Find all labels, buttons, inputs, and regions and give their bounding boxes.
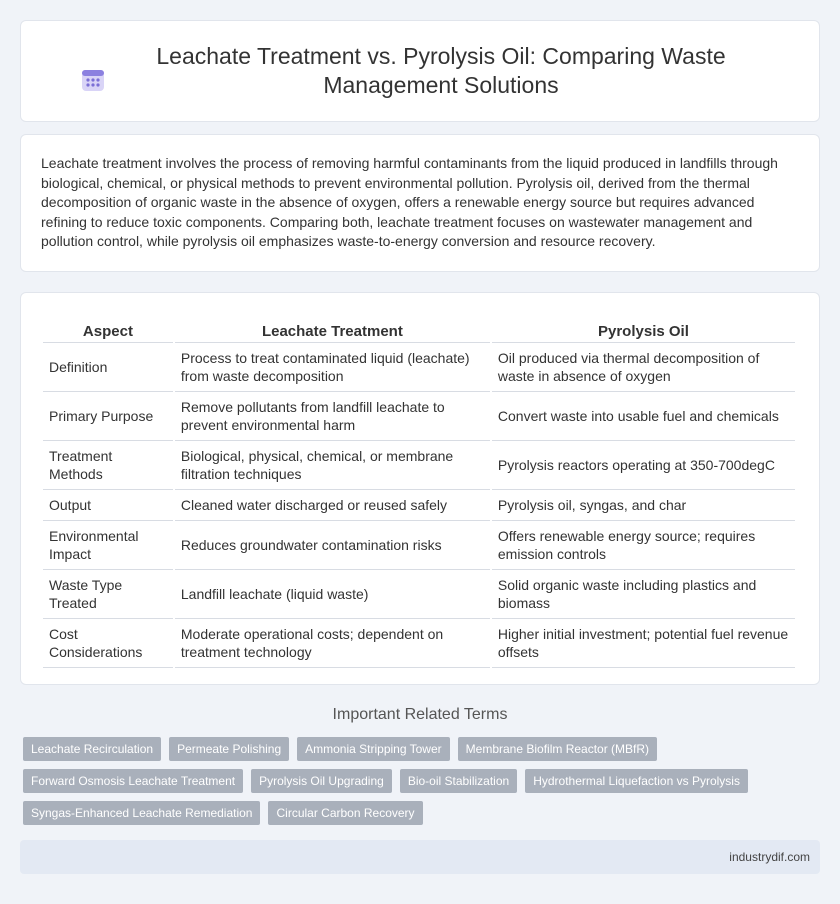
table-row (43, 441, 795, 490)
page-title: Leachate Treatment vs. Pyrolysis Oil: Comparing Waste Management Solutions (156, 43, 726, 98)
cell-leachate: Process to treat contaminated liquid (leachate) from waste decomposition (175, 343, 490, 392)
tag-row (23, 801, 803, 825)
tag-row (23, 737, 803, 761)
related-tag[interactable]: Leachate Recirculation (23, 737, 161, 761)
table-header-row (43, 313, 795, 343)
related-tag[interactable]: Membrane Biofilm Reactor (MBfR) (458, 737, 657, 761)
cell-pyrolysis: Offers renewable energy source; requires emission controls (492, 521, 795, 570)
cell-leachate: Cleaned water discharged or reused safely (175, 490, 490, 521)
table-row (43, 570, 795, 619)
comparison-table (41, 313, 797, 668)
related-tag[interactable]: Pyrolysis Oil Upgrading (251, 769, 392, 793)
intro-paragraph: Leachate treatment involves the process of removing harmful contaminants from the liquid produced in landfills through biological, chemical, or physical methods to prevent environmental pollution. Pyrolysis oil, derived from the thermal decomposition of organic waste in the absence of oxygen, offers a renewable energy source but requires advanced refining to reduce toxic components. Comparing both, leachate treatment focuses on wastewater management and pollution control, while pyrolysis oil emphasizes waste-to-energy conversion and resource recovery. (41, 155, 778, 250)
cell-aspect: Output (43, 490, 173, 521)
cell-pyrolysis: Higher initial investment; potential fuel revenue offsets (492, 619, 795, 668)
cell-leachate: Reduces groundwater contamination risks (175, 521, 490, 570)
related-tag[interactable]: Hydrothermal Liquefaction vs Pyrolysis (525, 769, 748, 793)
footer-site[interactable]: industrydif.com (729, 850, 810, 864)
title-card (20, 20, 820, 122)
table-row (43, 619, 795, 668)
cell-leachate: Landfill leachate (liquid waste) (175, 570, 490, 619)
cell-aspect: Primary Purpose (43, 392, 173, 441)
related-tag[interactable]: Ammonia Stripping Tower (297, 737, 450, 761)
header-leachate: Leachate Treatment (175, 313, 490, 343)
header-aspect: Aspect (43, 313, 173, 343)
cell-aspect: Environmental Impact (43, 521, 173, 570)
cell-aspect: Waste Type Treated (43, 570, 173, 619)
cell-aspect: Treatment Methods (43, 441, 173, 490)
title-wrap (70, 42, 770, 100)
related-terms-tags (23, 737, 803, 833)
cell-aspect: Definition (43, 343, 173, 392)
table-row (43, 521, 795, 570)
intro-card (20, 134, 820, 272)
cell-pyrolysis: Pyrolysis reactors operating at 350-700degC (492, 441, 795, 490)
cell-pyrolysis: Pyrolysis oil, syngas, and char (492, 490, 795, 521)
related-tag[interactable]: Permeate Polishing (169, 737, 289, 761)
cell-pyrolysis: Convert waste into usable fuel and chemicals (492, 392, 795, 441)
related-tag[interactable]: Forward Osmosis Leachate Treatment (23, 769, 243, 793)
footer (20, 840, 820, 874)
related-tag[interactable]: Bio-oil Stabilization (400, 769, 517, 793)
cell-leachate: Biological, physical, chemical, or membrane filtration techniques (175, 441, 490, 490)
cell-pyrolysis: Solid organic waste including plastics and biomass (492, 570, 795, 619)
table-row (43, 343, 795, 392)
comparison-table-card (20, 292, 820, 685)
related-tag[interactable]: Syngas-Enhanced Leachate Remediation (23, 801, 260, 825)
related-terms-title: Important Related Terms (332, 706, 508, 723)
cell-pyrolysis: Oil produced via thermal decomposition of waste in absence of oxygen (492, 343, 795, 392)
tag-row (23, 769, 803, 793)
header-pyrolysis: Pyrolysis Oil (492, 313, 795, 343)
table-row (43, 392, 795, 441)
related-tag[interactable]: Circular Carbon Recovery (268, 801, 422, 825)
cell-aspect: Cost Considerations (43, 619, 173, 668)
cell-leachate: Remove pollutants from landfill leachate to prevent environmental harm (175, 392, 490, 441)
calendar-grid-icon (79, 66, 107, 94)
cell-leachate: Moderate operational costs; dependent on treatment technology (175, 619, 490, 668)
table-row (43, 490, 795, 521)
